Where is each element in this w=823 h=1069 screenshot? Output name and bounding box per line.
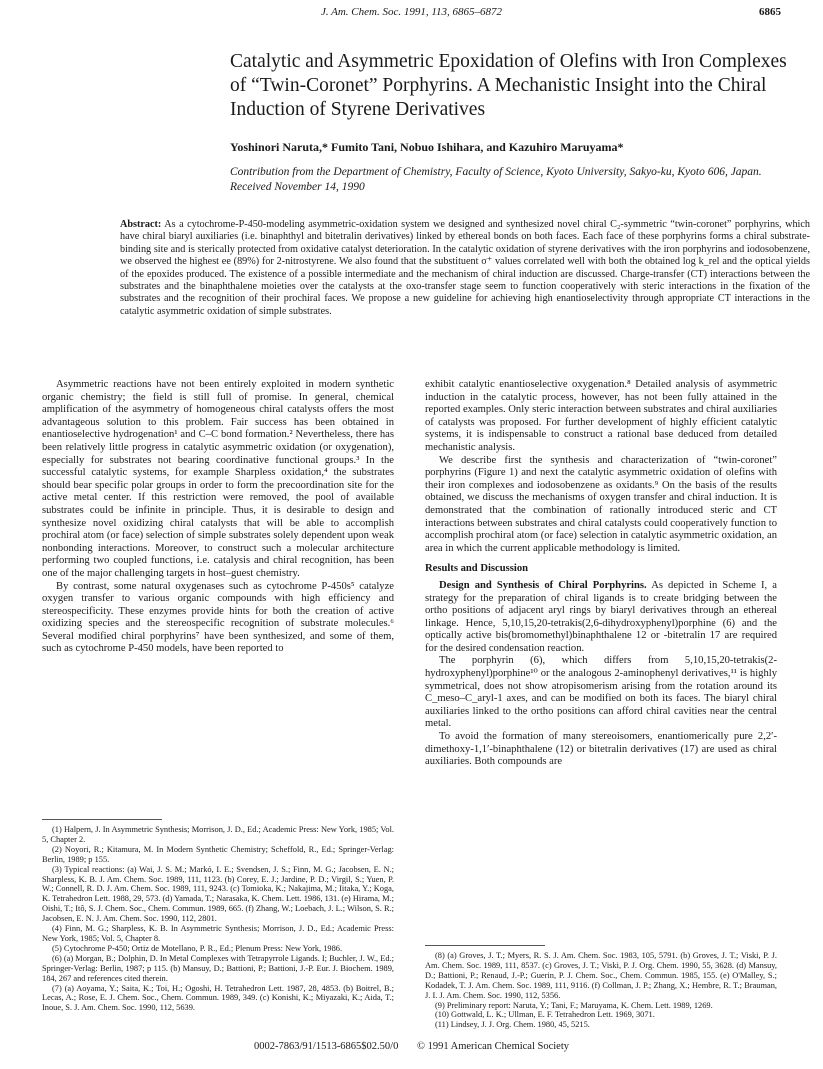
body-paragraph: The porphyrin (6), which differs from 5,10,15,20-tetrakis(2-hydroxyphenyl)porphine¹⁰ or the analogous 2-aminophenyl derivatives,¹¹ is highly symmetrical, does not show atropisomerism arising from the rotation around its C_meso–C_aryl-1 axes, and can be modified on both its faces. The biaryl chiral auxiliaries linked to the ortho positions can afford chiral cavities near the central metal. [425,655,777,730]
reference-item: (2) Noyori, R.; Kitamura, M. In Modern Synthetic Chemistry; Scheffold, R., Ed.; Springer-Verlag: Berlin, 1989; p 155. [42,844,394,864]
reference-item: (10) Gottwald, L. K.; Ullman, E. F. Tetrahedron Lett. 1969, 3071. [435,1010,655,1020]
subsection-heading: Design and Synthesis of Chiral Porphyrins. [439,579,647,591]
footnote-divider [425,945,545,946]
reference-item: (9) Preliminary report: Naruta, Y.; Tani, F.; Maruyama, K. Chem. Lett. 1989, 1269. [435,1000,713,1010]
body-paragraph: By contrast, some natural oxygenases such as cytochrome P-450s⁵ catalyze oxygen transfer to various organic compounds with high efficiency and stereospecificity. These enzymes provide hints for both the creation of active oxidizing species and the stereospecific recognition of substrate molecules.⁶ Several modified chiral porphyrins⁷ have been synthesized, and some of them, such as cytochrome P-450 models, have been reported to [42,580,394,655]
publication-code: 0002-7863/91/1513-6865$02.50/0 [253,1041,399,1052]
section-heading: Results and Discussion [425,563,529,575]
reference-item: (11) Lindsey, J. J. Org. Chem. 1980, 45, 5215. [435,1020,590,1030]
abstract-text: As a cytochrome-P-450-modeling asymmetric-oxidation system we designed and synthesized novel chiral C₂-symmetric “twin-coronet” porphyrins, which have chiral biaryl auxiliaries (i.e. binaphthyl and bitetralin derivatives) linked by ethereal bonds on both faces. Each face of these porphyrins forms a chiral substrate-binding site and is sterically protected from oxidative catalyst deterioration. In the catalytic oxidation of styrene derivatives with the iron porphyrins and iodosobenzene, we observed the highest ee (89%) for 2-nitrostyrene. We also found that the substituent σ⁺ values correlated well with both the obtained log k_rel and the optical yields of the epoxides produced. The existence of a possible intermediate and the mechanism of chiral induction are discussed. Charge-transfer (CT) interactions between the substrates and the binaphthalene moieties over the catalysts at the oxo-transfer stage seem to function cooperatively with steric interactions in the fixation of the substrates and the recognition of their prochiral faces. We propose a new guideline for achieving high enantioselectivity through appropriate CT interactions in the catalytic asymmetric oxidation of simple substrates. [120,219,810,317]
page-number: 6865 [759,6,781,18]
body-paragraph: exhibit catalytic enantioselective oxygenation.⁸ Detailed analysis of asymmetric induction in the catalytic process, however, has not been fully attained in the reported examples. Only steric interaction between substrates and chiral auxiliaries of catalysts was proposed. For further development of highly efficient catalytic systems, it is indispensable to construct a rational base deduced from detailed mechanistic analysis. [425,379,777,453]
body-paragraph [425,580,777,656]
left-column [42,379,394,656]
paragraph-text: As depicted in Scheme I, a strategy for the preparation of chiral ligands is to create bridging between the ortho positions of adjacent aryl rings by biaryl derivatives through an ethereal linkage. Hence, 5,10,15,20-tetrakis(2,6-dihydroxyphenyl)porphine (6) and the optically active bis(bromomethyl)binaphthalene 12 or -bitetralin 17 are required for the desired condensation reaction. [425,579,777,654]
abstract [120,219,810,318]
reference-item: (6) (a) Morgan, B.; Dolphin, D. In Metal Complexes with Tetrapyrrole Ligands. I; Buchler, J. W., Ed.; Springer-Verlag: Berlin, 1987; p 115. (b) Mansuy, D.; Battioni, P.; Battioni, J.-P. Eur. J. Biochem. 1989, 184, 267 and references cited therein. [42,953,394,983]
copyright-notice: © 1991 American Chemical Society [416,1041,570,1052]
page-footer [0,1041,823,1052]
body-paragraph: To avoid the formation of many stereoisomers, enantiomerically pure 2,2′-dimethoxy-1,1′-binaphthalene (12) or bitetralin derivatives (17) are used as chiral auxiliaries. Both compounds are [425,731,777,768]
author-list: Yoshinori Naruta,* Fumito Tani, Nobuo Ishihara, and Kazuhiro Maruyama* [230,140,624,154]
reference-item: (4) Finn, M. G.; Sharpless, K. B. In Asymmetric Synthesis; Morrison, J. D., Ed.; Academic Press: New York, 1985; Vol. 5, Chapter 8. [42,924,394,943]
reference-item: (7) (a) Aoyama, Y.; Saita, K.; Toi, H.; Ogoshi, H. Tetrahedron Lett. 1987, 28, 4853. (b) Boitrel, B.; Lecas, A.; Rose, E. J. Chem. Soc., Chem. Commun. 1989, 349. (c) Konishi, K.; Miyazaki, K.; Aida, T.; Inoue, S. J. Am. Chem. Soc. 1990, 112, 5639. [42,983,394,1013]
references-left [42,825,394,1013]
affiliation: Contribution from the Department of Chemistry, Faculty of Science, Kyoto University, Sakyo-ku, Kyoto 606, Japan. Received November 14, 1990 [230,166,762,193]
reference-item: (1) Halpern, J. In Asymmetric Synthesis; Morrison, J. D., Ed.; Academic Press: New York, 1985; Vol. 5, Chapter 2. [42,825,394,844]
body-paragraph: Asymmetric reactions have not been entirely exploited in modern synthetic organic chemistry; the field is still full of promise. In general, chemical amplification of the asymmetry of homogeneous chiral catalysts offers the most advantageous solution to this problem. Fair success has been obtained in enantioselective hydrogenation¹ and C–C bond formation.² Nevertheless, there has been relatively little progress in catalytic asymmetric oxidation (or oxygenation), especially for substrates not bearing coordinative functional groups.³ In the successful catalytic systems, for example Sharpless oxidation,⁴ the substrates should bear specific polar groups in order to form the precoordination site for the active metal center. If this restriction were removed, the pool of available substrates could be infinite in principle. Thus, it is desirable to design and synthesize novel oxidizing chiral catalysts that will be able to accomplish prochiral atom (or face) selection of simple substrates solely dependent upon weak nonbonding interactions. Moreover, to construct such a molecular architecture performing two coupled functions, i.e. catalysis and chiral recognition, has been one of the major challenging targets in host–guest chemistry. [42,379,394,579]
journal-header: J. Am. Chem. Soc. 1991, 113, 6865–6872 [320,6,503,18]
reference-item: (3) Typical reactions: (a) Wai, J. S. M.; Markó, I. E.; Svendsen, J. S.; Finn, M. G.; Jacobsen, E. N.; Sharpless, K. B. J. Am. Chem. Soc. 1989, 111, 1123. (b) Corey, E. J.; Jardine, P. D.; Virgil, S.; Yuen, P. W.; Connell, R. D. J. Am. Chem. Soc. 1989, 111, 9243. (c) Tomioka, K.; Nakajima, M.; Iitaka, Y.; Koga, K. Tetrahedron Lett. 1988, 29, 573. (d) Yamada, T.; Narasaka, K. Chem. Lett. 1986, 131. (e) Hirama, M.; Oishi, T.; Itô, S. J. Chem. Soc., Chem. Commun. 1989, 665. (f) Zhang, W.; Loebach, J. L.; Wilson, S. R.; Jacobsen, E. N. J. Am. Chem. Soc. 1990, 112, 2801. [42,864,394,924]
abstract-label: Abstract: [120,219,162,230]
article-title: Catalytic and Asymmetric Epoxidation of Olefins with Iron Complexes of “Twin-Coronet” Porphyrins. A Mechanistic Insight into the Chiral Induction of Styrene Derivatives [230,51,787,120]
reference-item: (8) (a) Groves, J. T.; Myers, R. S. J. Am. Chem. Soc. 1983, 105, 5791. (b) Groves, J. T.; Viski, P. J. Am. Chem. Soc. 1989, 111, 8537. (c) Groves, J. T.; Viski, P. J. Org. Chem. 1990, 55, 3628. (d) Mansuy, D.; Battioni, P.; Renaud, J.-P.; Guerin, P. J. Chem. Soc., Chem. Commun. 1985, 155. (e) O'Malley, S.; Kodadek, T. J. Am. Chem. Soc. 1989, 111, 9116. (f) Collman, J. P.; Zhang, X.; Hembre, R. T.; Brauman, J. I. J. Am. Chem. Soc. 1990, 112, 5356. [425,951,777,1000]
reference-item: (5) Cytochrome P-450; Ortiz de Motellano, P. R., Ed.; Plenum Press: New York, 1986. [52,943,343,953]
references-right [425,951,777,1030]
right-column [425,379,777,769]
body-paragraph: We describe first the synthesis and characterization of “twin-coronet” porphyrins (Figure 1) and next the catalytic asymmetric oxidation of olefins with their iron complexes and iodosobenzene as oxidants.⁹ On the basis of the results obtained, we discuss the mechanisms of oxygen transfer and chiral induction. It is demonstrated that the combination of rationally introduced steric and CT interactions between substrates and chiral catalysts could cooperatively function to accomplish prochiral atom (or face) selection in catalytic asymmetric oxidation, an area in which the current applicable methodology is limited. [425,454,777,554]
footnote-divider [42,819,162,820]
